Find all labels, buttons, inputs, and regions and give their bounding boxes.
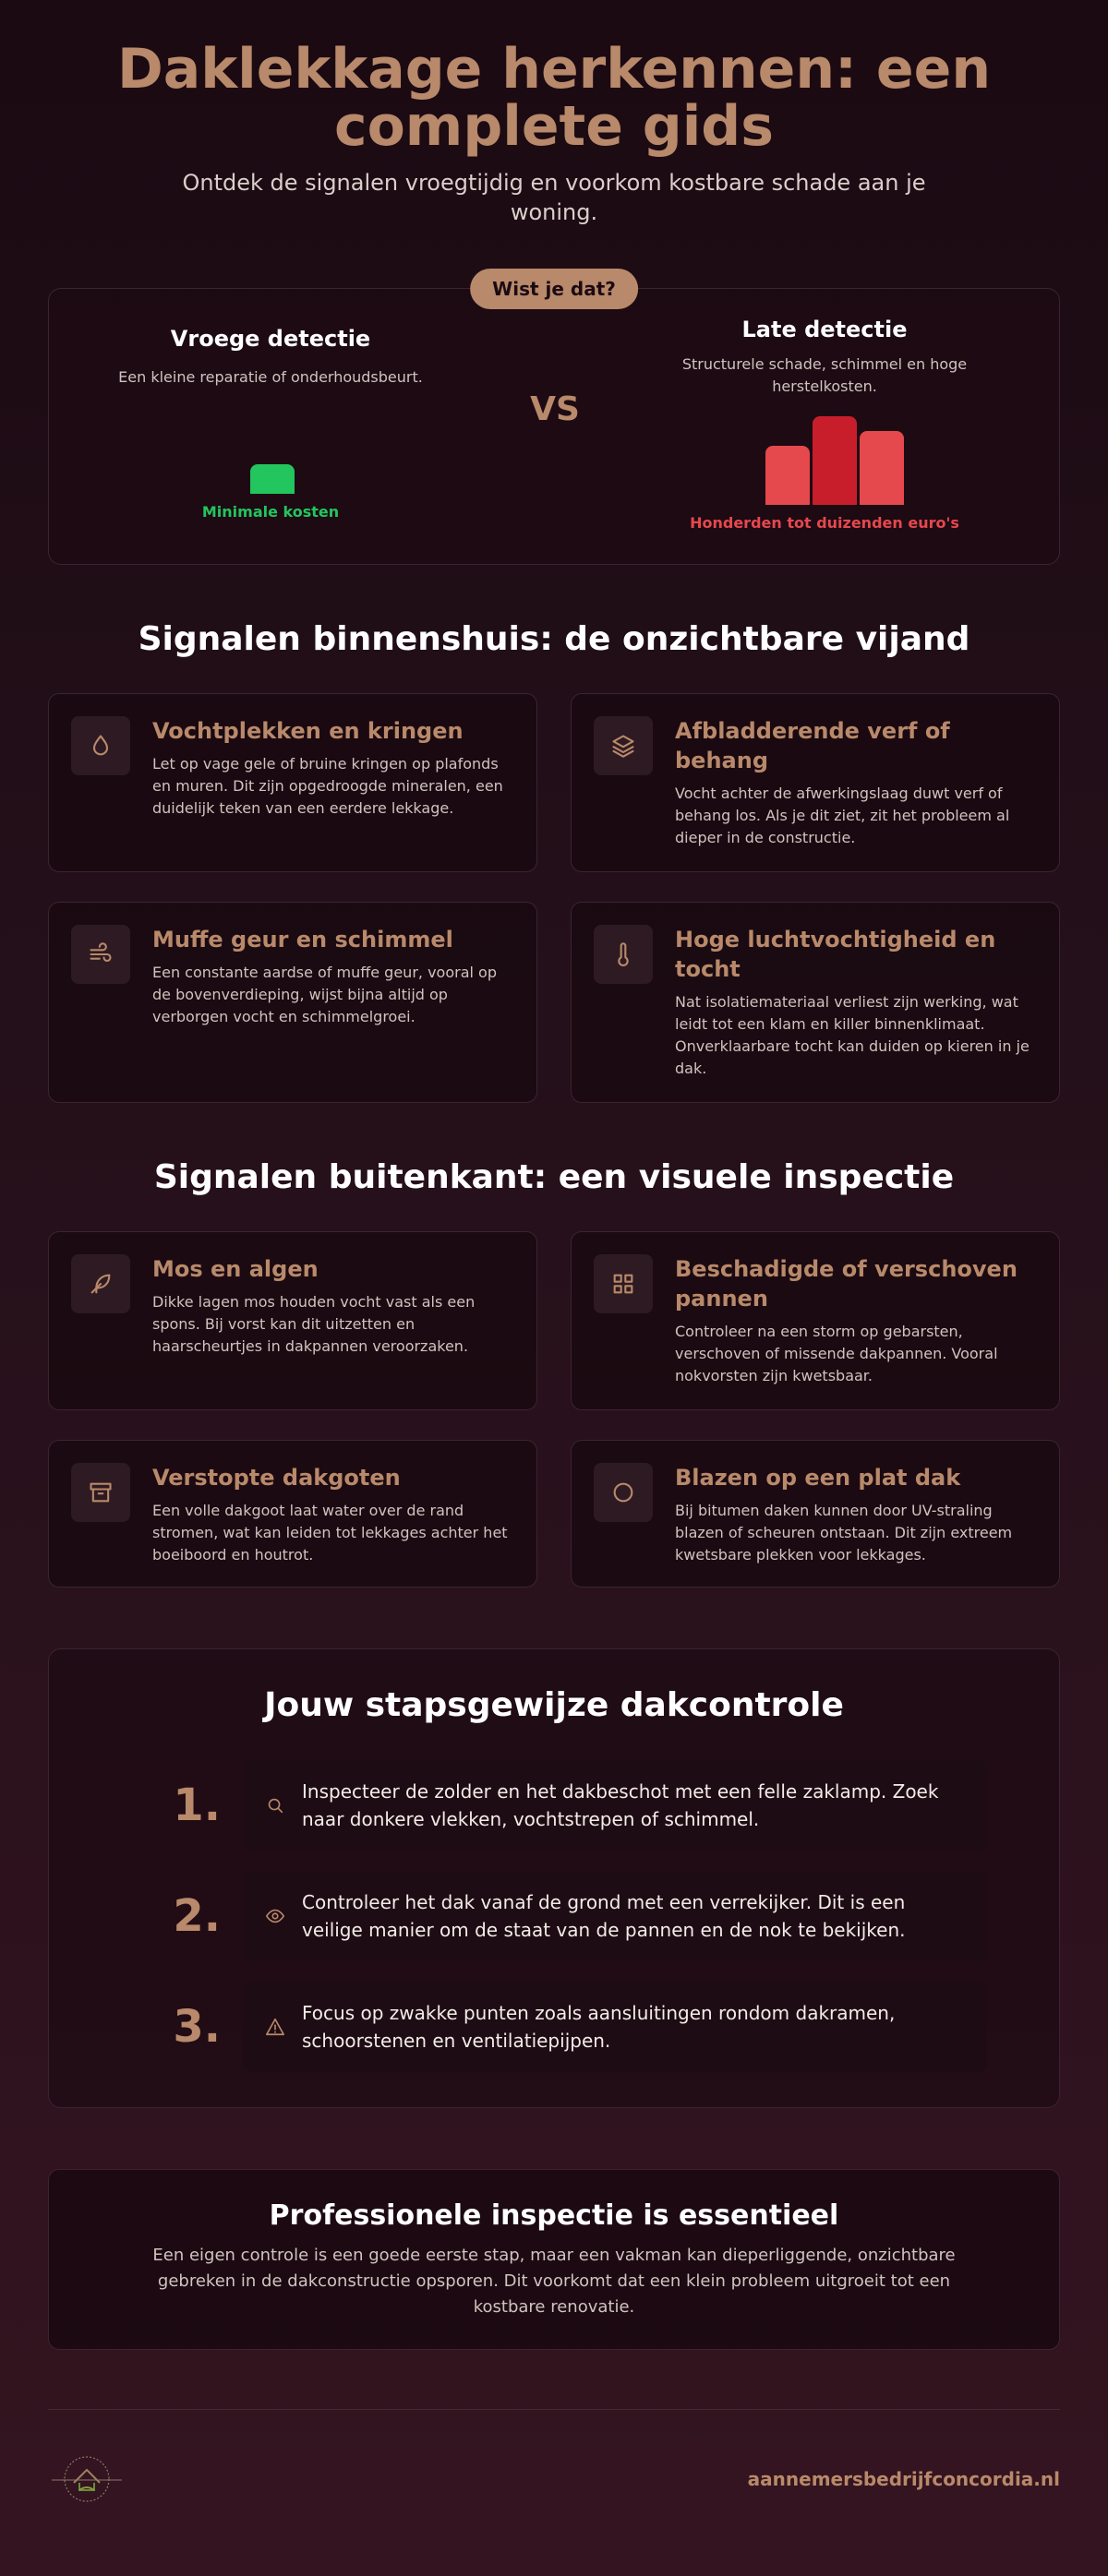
outdoor-card [571, 1231, 1060, 1410]
did-you-know-card [48, 278, 1060, 565]
late-cost-bar [765, 446, 810, 505]
outdoor-card-title: Blazen op een plat dak [675, 1465, 961, 1491]
late-detection-text: Structurele schade, schimmel en hoge herstelkosten. [681, 355, 968, 395]
indoor-card-text: Een constante aardse of muffe geur, vooral op de bovenverdieping, wijst bijna altijd op verborgen vocht en schimmelgroei. [152, 964, 497, 1025]
website-link[interactable]: aannemersbedrijfconcordia.nl [747, 2468, 1060, 2490]
outdoor-card-text: Dikke lagen mos houden vocht vast als een spons. Bij vorst kan dit uitzetten en haarscheurtjes in dakpannen veroorzaken. [152, 1293, 476, 1355]
step-number: 2. [173, 1890, 221, 1942]
indoor-card [571, 693, 1060, 872]
indoor-card [571, 902, 1060, 1103]
outdoor-card [571, 1440, 1060, 1588]
professional-inspection-card [48, 2169, 1060, 2350]
versus-label: VS [530, 390, 580, 428]
late-cost-bar [860, 431, 904, 505]
indoor-section-title: Signalen binnenshuis: de onzichtbare vijand [138, 620, 970, 658]
early-cost-bar [250, 464, 295, 494]
indoor-card-text: Nat isolatiemateriaal verliest zijn werking, wat leidt tot een klam en killer binnenklimaat. Onverklaarbare tocht kan duiden op kieren in je dak. [675, 993, 1030, 1077]
indoor-card-title: Afbladderende verf of behang [675, 718, 950, 773]
thermometer-icon [610, 941, 636, 967]
late-cost-label: Honderden tot duizenden euro's [690, 514, 959, 532]
step-number: 1. [173, 1779, 221, 1831]
outdoor-section-title: Signalen buitenkant: een visuele inspectie [153, 1158, 955, 1196]
feather-icon [88, 1271, 114, 1297]
droplet-icon [88, 733, 114, 759]
outdoor-card-text: Een volle dakgoot laat water over de rand stromen, wat kan leiden tot lekkages achter het boeiboord en houtrot. [152, 1502, 508, 1564]
search-icon [265, 1795, 285, 1815]
steps-card [48, 1648, 1060, 2108]
wind-icon [88, 941, 114, 967]
page-subtitle: Ontdek de signalen vroegtijdig en voorkom kostbare schade aan je woning. [182, 170, 926, 225]
hero [48, 0, 1060, 227]
indoor-card-text: Let op vage gele of bruine kringen op plafonds en muren. Dit zijn opgedroogde mineralen, een duidelijk teken van een eerdere lekkage. [152, 755, 503, 817]
indoor-card [48, 902, 537, 1103]
late-detection [640, 317, 1009, 398]
step-number: 3. [173, 2001, 221, 2053]
indoor-card-title: Vochtplekken en kringen [152, 718, 464, 744]
indoor-cards [48, 693, 1060, 1103]
late-cost-bars [765, 416, 904, 505]
alert-triangle-icon [265, 2017, 285, 2037]
outdoor-card-title: Beschadigde of verschoven pannen [675, 1256, 1018, 1312]
outdoor-cards [48, 1231, 1060, 1588]
eye-icon [265, 1906, 285, 1926]
early-detection-text: Een kleine reparatie of onderhoudsbeurt. [118, 368, 423, 386]
professional-inspection-text: Een eigen controle is een goede eerste stap, maar een vakman kan dieperliggende, onzichtbare gebreken in de dakconstructie opsporen. Dit voorkomt dat een klein probleem uitgroeit tot een kostbare renovatie. [152, 2246, 956, 2317]
outdoor-card-text: Bij bitumen daken kunnen door UV-straling blazen of scheuren ontstaan. Dit zijn extreem kwetsbare plekken voor lekkages. [675, 1502, 1013, 1564]
step-item [141, 1982, 987, 2072]
early-cost-label: Minimale kosten [201, 503, 340, 521]
circle-icon [610, 1480, 636, 1505]
early-detection-title: Vroege detectie [170, 326, 371, 352]
step-text: Inspecteer de zolder en het dakbeschot met een felle zaklamp. Zoek naar donkere vlekken, vochtstrepen of schimmel. [302, 1780, 939, 1830]
step-item [141, 1871, 987, 1961]
step-text: Controleer het dak vanaf de grond met een verrekijker. Dit is een veilige manier om de staat van de pannen en de nok te bekijken. [302, 1891, 906, 1941]
early-detection [86, 326, 455, 389]
indoor-card-text: Vocht achter de afwerkingslaag duwt verf of behang los. Als je dit ziet, zit het probleem al dieper in de constructie. [675, 785, 1010, 846]
outdoor-card [48, 1231, 537, 1410]
late-cost-bar [813, 416, 857, 505]
outdoor-card-text: Controleer na een storm op gebarsten, verschoven of missende dakpannen. Vooral nokvorsten zijn kwetsbaar. [675, 1323, 998, 1384]
late-detection-title: Late detectie [741, 317, 908, 342]
company-logo [48, 2451, 126, 2507]
indoor-card [48, 693, 537, 872]
professional-inspection-title: Professionele inspectie is essentieel [269, 2199, 839, 2232]
page-title: Daklekkage herkennen: een complete gids [116, 37, 992, 159]
step-text: Focus op zwakke punten zoals aansluitingen rondom dakramen, schoorstenen en ventilatiepijpen. [302, 2002, 896, 2052]
layers-icon [610, 733, 636, 759]
indoor-card-title: Hoge luchtvochtigheid en tocht [675, 927, 996, 982]
step-item [141, 1760, 987, 1851]
archive-icon [88, 1480, 114, 1505]
grid-icon [610, 1271, 636, 1297]
did-you-know-badge: Wist je dat? [470, 269, 638, 309]
outdoor-card-title: Verstopte dakgoten [152, 1465, 401, 1491]
outdoor-card-title: Mos en algen [152, 1256, 319, 1282]
indoor-card-title: Muffe geur en schimmel [152, 927, 453, 953]
steps-title: Jouw stapsgewijze dakcontrole [264, 1686, 844, 1724]
footer [48, 2410, 1060, 2548]
outdoor-card [48, 1440, 537, 1588]
